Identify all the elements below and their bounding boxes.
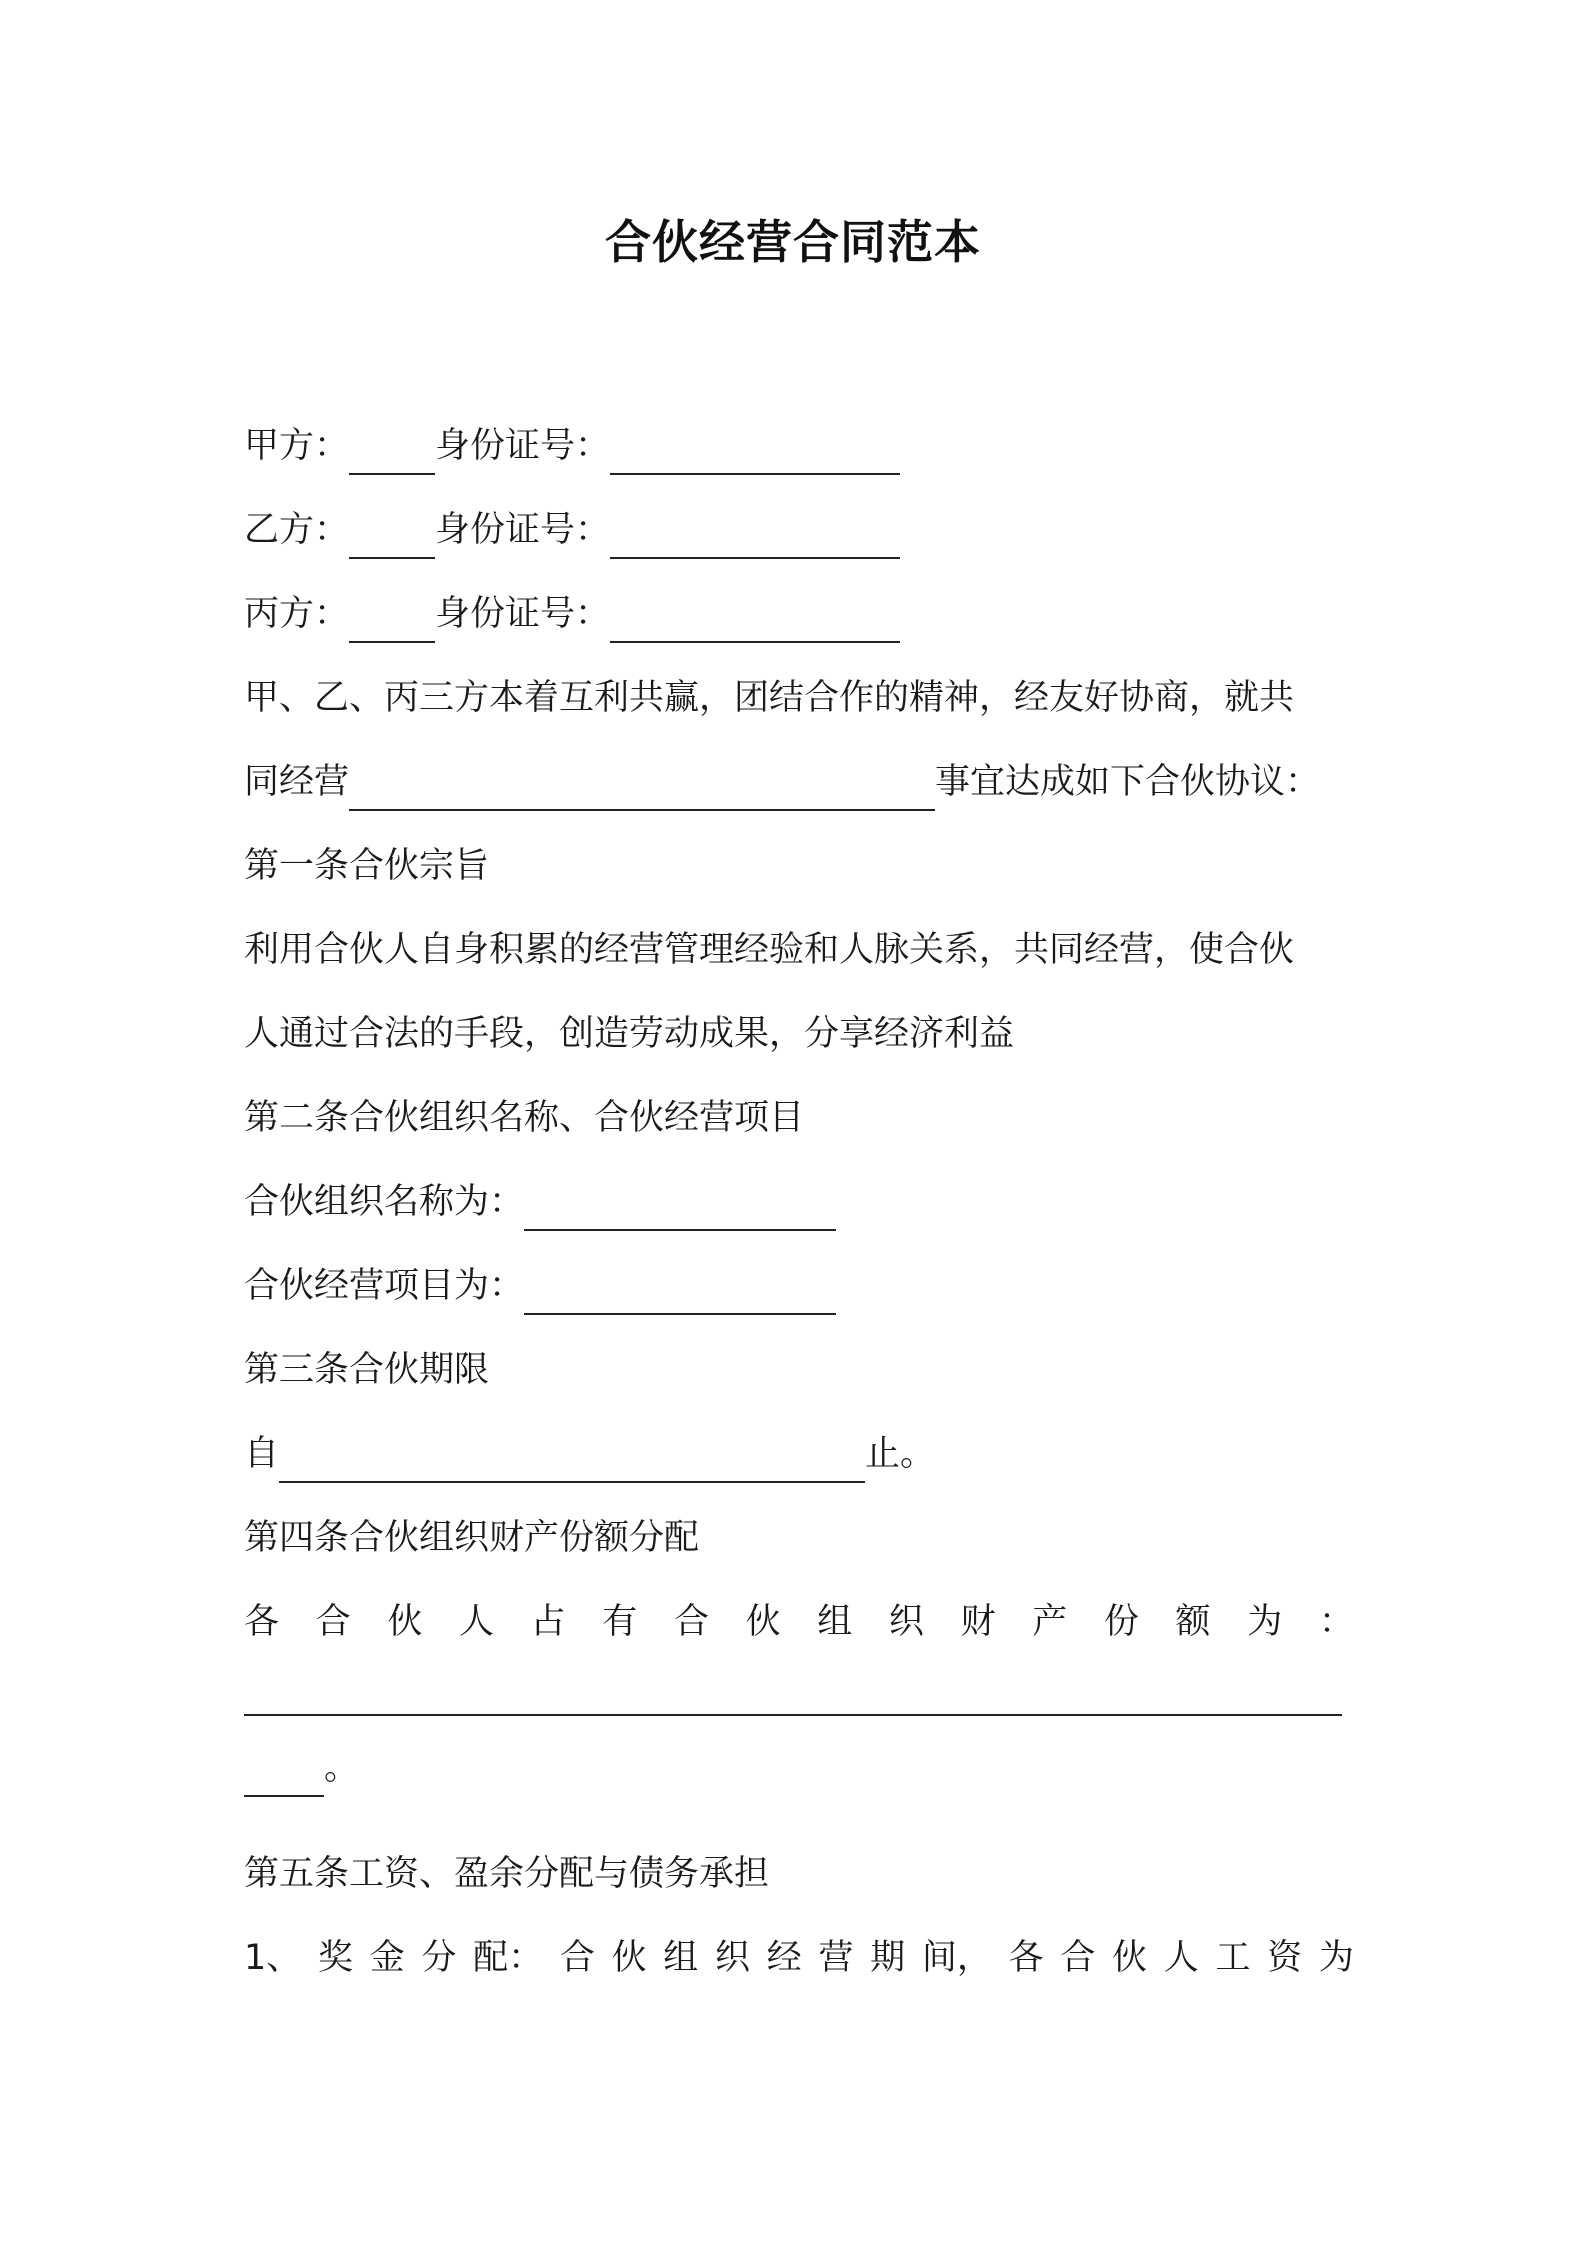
share-text-char: 占 <box>530 1602 566 1642</box>
bonus-text-char: 期 <box>870 1938 906 1978</box>
bonus-text-char: 人 <box>1163 1938 1199 1978</box>
share-end: 。 <box>324 1748 360 1788</box>
name-blank[interactable] <box>349 433 435 475</box>
bonus-text-char: 织 <box>715 1938 751 1978</box>
share-text-char: ： <box>1318 1602 1354 1642</box>
article4-end-line <box>244 1748 1354 1808</box>
article4-title: 第四条合伙组织财产份额分配 <box>244 1518 700 1558</box>
party-label: 乙方： <box>244 510 350 550</box>
bonus-text-char: 资 <box>1267 1938 1303 1978</box>
bonus-text-char: 合 <box>1060 1938 1096 1978</box>
bonus-text-char: 工 <box>1215 1938 1251 1978</box>
document-body <box>244 404 1354 2000</box>
party-label: 丙方： <box>244 594 350 634</box>
article1-line-2: 人通过合法的手段，创造劳动成果，分享经济利益 <box>244 1014 1015 1054</box>
bonus-text-char: 1、 <box>244 1938 302 1978</box>
share-text-char: 产 <box>1032 1602 1068 1642</box>
id-blank[interactable] <box>610 517 900 559</box>
project-blank[interactable] <box>524 1273 836 1315</box>
share-text-char: 合 <box>673 1602 709 1642</box>
id-label: 身份证号： <box>435 426 611 466</box>
article1-title: 第一条合伙宗旨 <box>244 846 490 886</box>
party-line-c <box>244 572 1354 656</box>
document-title: 合伙经营合同范本 <box>605 215 981 269</box>
bonus-text-char: 组 <box>663 1938 699 1978</box>
bonus-text-char: 营 <box>818 1938 854 1978</box>
article2-name-line <box>244 1160 1354 1244</box>
intro-line-1: 甲、乙、丙三方本着互利共赢，团结合作的精神，经友好协商，就共 <box>244 678 1295 718</box>
term-end: 止。 <box>865 1434 936 1474</box>
bonus-text-char: 经 <box>766 1938 802 1978</box>
share-text-char: 人 <box>458 1602 494 1642</box>
id-label: 身份证号： <box>435 510 611 550</box>
id-label: 身份证号： <box>435 594 611 634</box>
share-blank-tail[interactable] <box>244 1755 324 1797</box>
share-text-char: 伙 <box>387 1602 423 1642</box>
bonus-text-char: 奖 <box>317 1938 353 1978</box>
intro-start: 同经营 <box>244 762 350 802</box>
bonus-text-char: 分 <box>421 1938 457 1978</box>
party-label: 甲方： <box>244 426 350 466</box>
share-text-char: 合 <box>315 1602 351 1642</box>
bonus-text-char: 合 <box>559 1938 595 1978</box>
term-start: 自 <box>244 1434 280 1474</box>
bonus-text-char: 为 <box>1318 1938 1354 1978</box>
article2-title: 第二条合伙组织名称、合伙经营项目 <box>244 1098 805 1138</box>
name-blank[interactable] <box>349 517 435 559</box>
bonus-text-char: 金 <box>369 1938 405 1978</box>
id-blank[interactable] <box>610 601 900 643</box>
share-text-char: 有 <box>602 1602 638 1642</box>
name-blank[interactable] <box>349 601 435 643</box>
article3-term-line <box>244 1412 1354 1496</box>
share-text-char: 织 <box>888 1602 924 1642</box>
party-line-a <box>244 404 1354 488</box>
bonus-text-char: 间， <box>921 1938 992 1978</box>
article1-line-1: 利用合伙人自身积累的经营管理经验和人脉关系，共同经营，使合伙 <box>244 930 1295 970</box>
intro-end: 事宜达成如下合伙协议： <box>935 762 1321 802</box>
share-text-char: 组 <box>817 1602 853 1642</box>
article4-rule-line <box>244 1664 1354 1748</box>
term-blank[interactable] <box>279 1441 865 1483</box>
share-text-char: 为 <box>1247 1602 1283 1642</box>
share-text-char: 份 <box>1103 1602 1139 1642</box>
bonus-text-char: 各 <box>1008 1938 1044 1978</box>
bonus-text-char: 伙 <box>1112 1938 1148 1978</box>
share-text-char: 财 <box>960 1602 996 1642</box>
article5-title: 第五条工资、盈余分配与债务承担 <box>244 1854 770 1894</box>
article4-share-line <box>244 1580 1354 1664</box>
intro-line-2 <box>244 740 1354 824</box>
share-text-char: 伙 <box>745 1602 781 1642</box>
share-blank[interactable] <box>244 1664 1342 1716</box>
share-text-char: 额 <box>1175 1602 1211 1642</box>
article5-line-1 <box>244 1916 1354 2000</box>
article3-title: 第三条合伙期限 <box>244 1350 490 1390</box>
business-blank[interactable] <box>349 769 935 811</box>
article2-project-line <box>244 1244 1354 1328</box>
org-name-label: 合伙组织名称为： <box>244 1182 525 1222</box>
org-name-blank[interactable] <box>524 1189 836 1231</box>
party-line-b <box>244 488 1354 572</box>
project-label: 合伙经营项目为： <box>244 1266 525 1306</box>
bonus-text-char: 配： <box>473 1938 544 1978</box>
id-blank[interactable] <box>610 433 900 475</box>
bonus-text-char: 伙 <box>611 1938 647 1978</box>
share-text-char: 各 <box>244 1602 280 1642</box>
